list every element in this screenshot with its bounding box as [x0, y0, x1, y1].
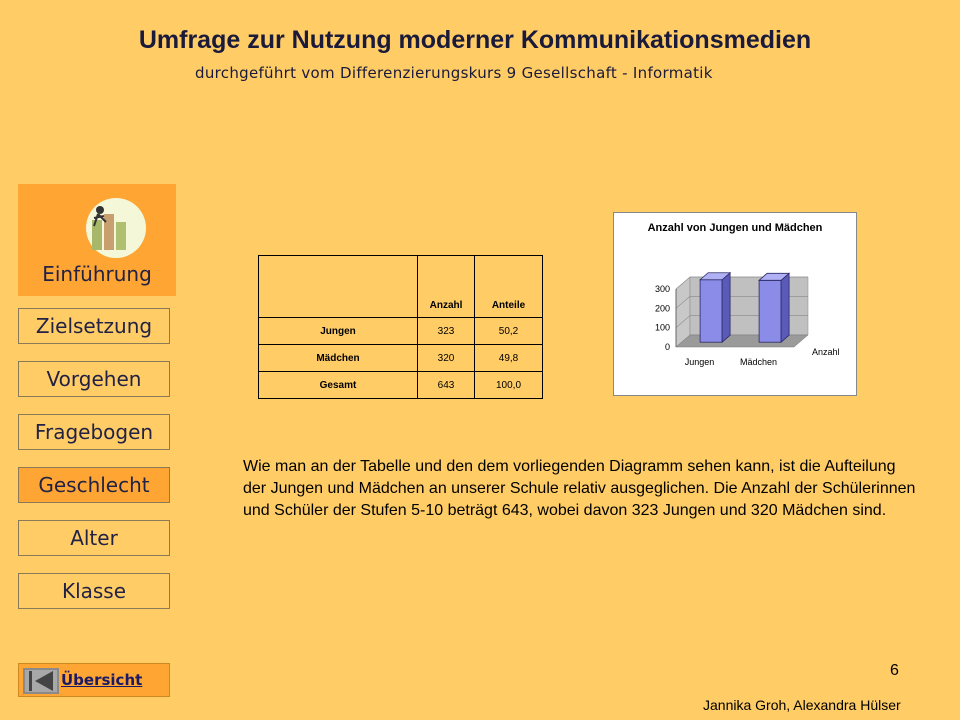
- table-cell: Jungen: [259, 318, 418, 345]
- table-cell: Mädchen: [259, 345, 418, 372]
- chart-title: Anzahl von Jungen und Mädchen: [647, 222, 823, 234]
- nav-fragebogen-button[interactable]: Fragebogen: [18, 414, 170, 450]
- table-row: [259, 318, 543, 345]
- chart-y-tick-label: 200: [654, 303, 670, 314]
- table-row: [259, 345, 543, 372]
- chart-y-tick-label: 100: [654, 322, 670, 333]
- nav-klasse-button[interactable]: Klasse: [18, 573, 170, 609]
- chart-depth-label: Anzahl: [812, 347, 840, 357]
- body-paragraph: Wie man an der Tabelle und den dem vorliegenden Diagramm sehen kann, ist die Aufteilung der Jungen und Mädchen an unserer Schule relativ ausgeglichen. Die Anzahl der Schülerinnen und Schüler der Stufen 5-10 beträgt 643, wobei davon 323 Jungen und 320 Mädchen sind.: [243, 458, 916, 519]
- nav-intro-label: Einführung: [42, 262, 152, 286]
- slide-subtitle: durchgeführt vom Differenzierungskurs 9 Gesellschaft - Informatik: [195, 64, 713, 82]
- table-cell: 49,8: [475, 345, 543, 372]
- nav-alter-button[interactable]: Alter: [18, 520, 170, 556]
- authors-credit: Jannika Groh, Alexandra Hülser: [703, 697, 901, 713]
- page-number: 6: [890, 662, 899, 679]
- table-cell: 320: [418, 345, 475, 372]
- chart-category-label: Jungen: [684, 357, 715, 367]
- chart-floor: [676, 335, 808, 347]
- nav-vorgehen-button[interactable]: Vorgehen: [18, 361, 170, 397]
- back-to-start-icon: [23, 668, 59, 694]
- gender-chart: [613, 212, 857, 396]
- table-cell: 323: [418, 318, 475, 345]
- chart-bar: [759, 280, 781, 342]
- chart-bar: [700, 280, 722, 342]
- table-header-cell: Anzahl: [418, 256, 475, 318]
- chart-category-label: Mädchen: [739, 357, 778, 367]
- table-cell: 643: [418, 372, 475, 399]
- nav-zielsetzung-button[interactable]: Zielsetzung: [18, 308, 170, 344]
- chart-bar-side: [722, 273, 730, 342]
- chart-plot: [614, 213, 856, 395]
- chart-y-tick-label: 0: [664, 342, 670, 352]
- table-row: [259, 372, 543, 399]
- intro-illustration-icon: [78, 192, 150, 264]
- overview-label: Übersicht: [61, 671, 143, 689]
- table-cell: 50,2: [475, 318, 543, 345]
- nav-geschlecht-button[interactable]: Geschlecht: [18, 467, 170, 503]
- chart-y-tick-label: 300: [654, 284, 670, 294]
- chart-bar-side: [781, 273, 789, 342]
- table-cell: Gesamt: [259, 372, 418, 399]
- gender-table: [258, 255, 543, 399]
- table-header-cell: Anteile: [475, 256, 543, 318]
- table-header-row: [259, 256, 543, 318]
- slide-title: Umfrage zur Nutzung moderner Kommunikationsmedien: [138, 26, 812, 54]
- table-cell: 100,0: [475, 372, 543, 399]
- table-header-cell: [259, 256, 418, 318]
- nav-intro-button[interactable]: [18, 184, 176, 296]
- overview-button[interactable]: [18, 663, 170, 697]
